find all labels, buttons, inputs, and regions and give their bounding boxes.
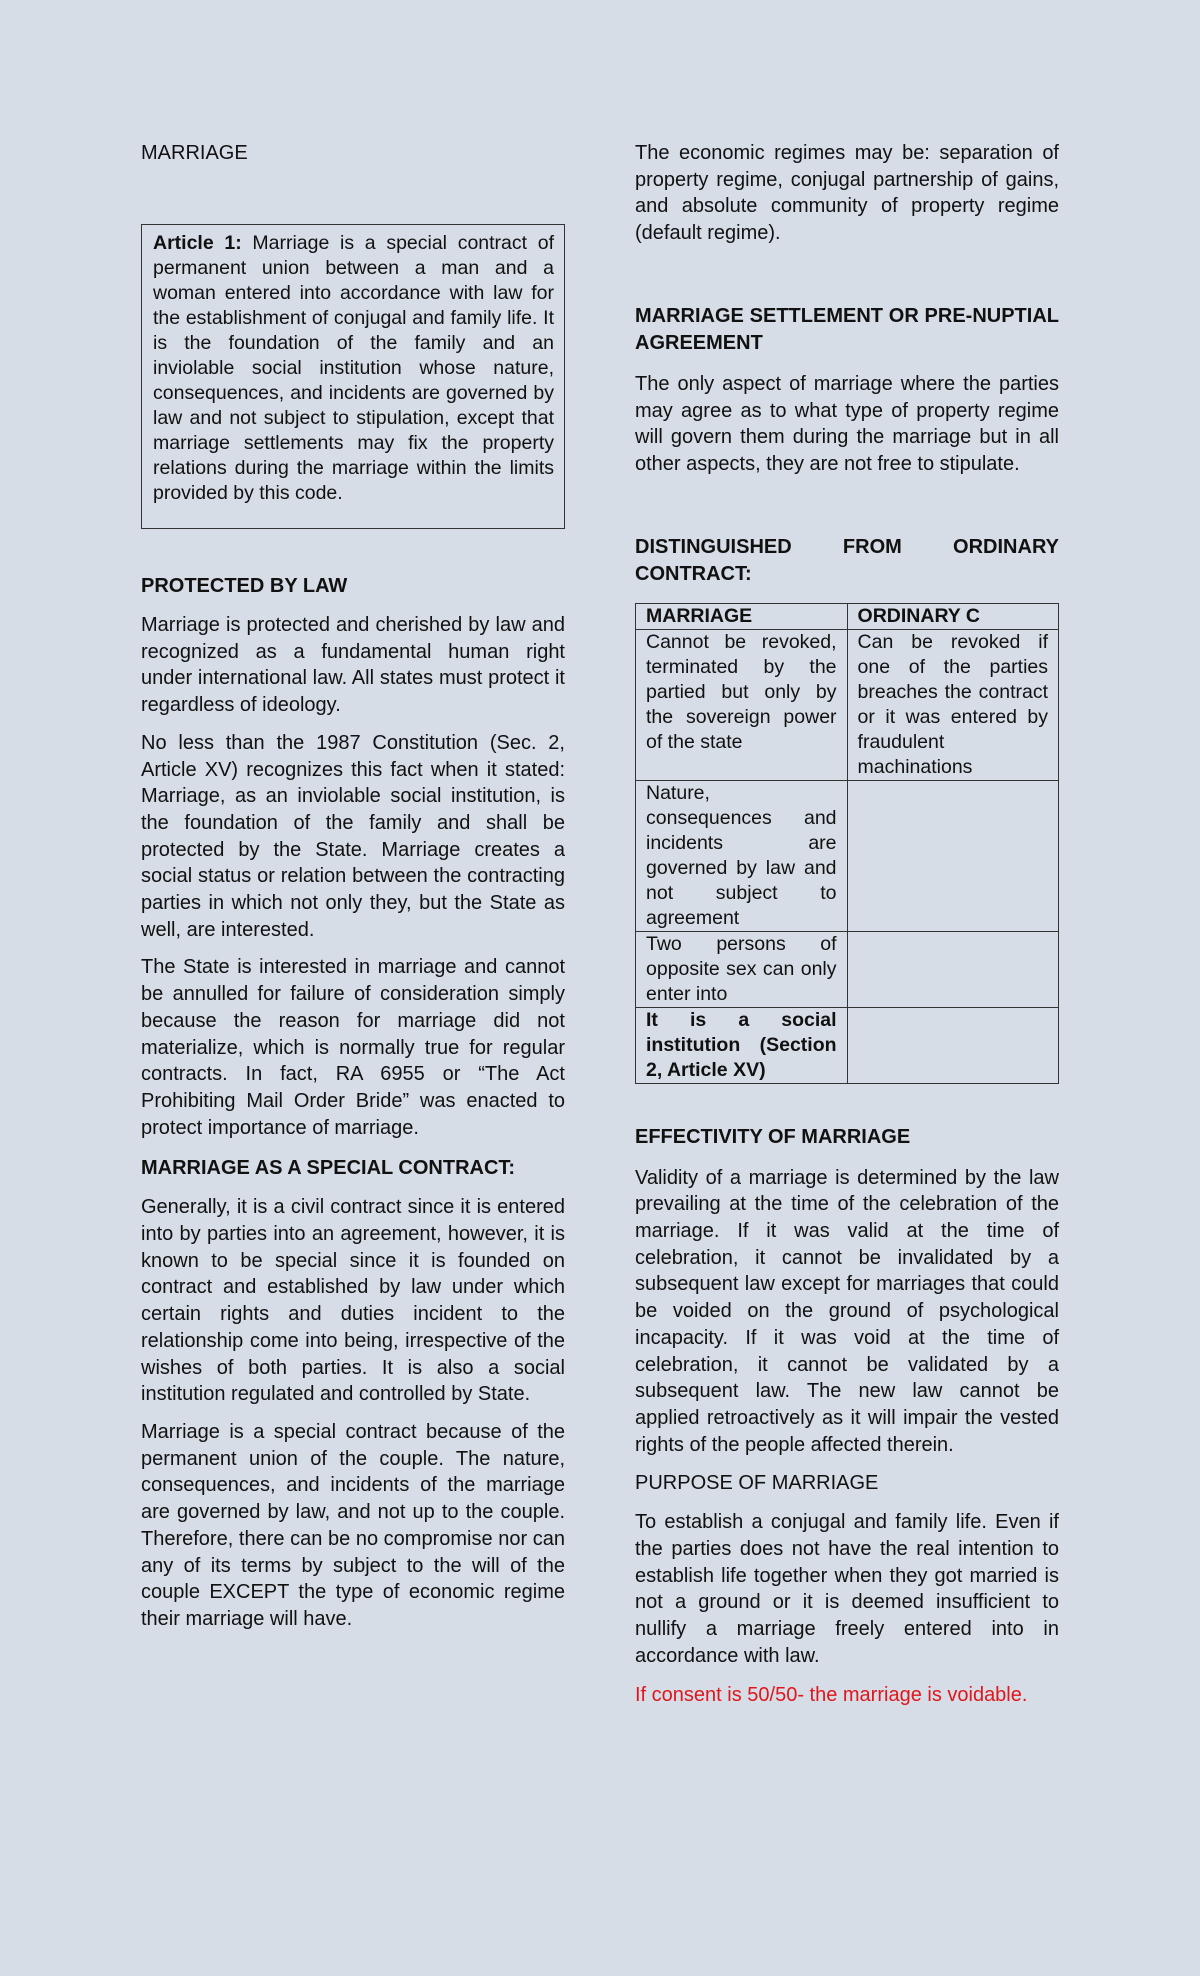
- table-cell: Can be revoked if one of the parties breaches the contract or it was entered by fraudulent machinations: [847, 629, 1058, 780]
- table-row: [636, 931, 1059, 1007]
- table-cell: Nature, consequences and incidents are governed by law and not subject to agreement: [636, 780, 848, 931]
- table-row: [636, 780, 1059, 931]
- table-cell: Cannot be revoked, terminated by the partied but only by the sovereign power of the state: [636, 629, 848, 780]
- table-row: [636, 629, 1059, 780]
- special-contract-paragraph-2: Marriage is a special contract because of the permanent union of the couple. The nature, consequences, and incidents of the marriage are governed by law, and not up to the couple. Therefore, there can be no compromise nor can any of its terms by subject to the will of the couple EXCEPT the type of economic regime their marriage will have.: [141, 1420, 565, 1630]
- table-cell: Two persons of opposite sex can only enter into: [636, 931, 848, 1007]
- document-title: MARRIAGE: [141, 142, 248, 164]
- table-cell: It is a social institution (Section 2, Article XV): [636, 1007, 848, 1083]
- comparison-table: [635, 603, 1059, 1084]
- table-cell: [847, 931, 1058, 1007]
- special-contract-paragraph-1: Generally, it is a civil contract since it is entered into by parties into an agreement, however, it is known to be special since it is founded on contract and established by law under which certain rights and duties incident to the relationship come into being, irrespective of the wishes of both parties. It is also a social institution regulated and controlled by State.: [141, 1196, 565, 1406]
- effectivity-paragraph: Validity of a marriage is determined by the law prevailing at the time of the celebration of the marriage. If it was valid at the time of celebration, it cannot be invalidated by a subsequent law except for marriages that could be voided on the ground of psychological incapacity. If it was void at the time of celebration, it cannot be validated by a subsequent law. The new law cannot be applied retroactively as it will impair the vested rights of the people affected therein.: [635, 1166, 1059, 1456]
- protected-paragraph-3: The State is interested in marriage and cannot be annulled for failure of consideration simply because the reason for marriage did not materialize, which is normally true for regular contracts. In fact, RA 6955 or “The Act Prohibiting Mail Order Bride” was enacted to protect importance of marriage.: [141, 956, 565, 1139]
- right-column: [635, 140, 1059, 1709]
- purpose-heading: PURPOSE OF MARRIAGE: [635, 1472, 879, 1495]
- effectivity-heading: EFFECTIVITY OF MARRIAGE: [635, 1125, 911, 1148]
- article-1-box: [141, 224, 565, 529]
- special-contract-heading: MARRIAGE AS A SPECIAL CONTRACT:: [141, 1157, 516, 1180]
- table-cell: [847, 1007, 1058, 1083]
- left-column: [141, 140, 565, 1644]
- voidable-note: If consent is 50/50- the marriage is voidable.: [635, 1683, 1028, 1706]
- marriage-settlement-heading: MARRIAGE SETTLEMENT OR PRE-NUPTIAL AGREEMENT: [635, 304, 1059, 354]
- marriage-settlement-paragraph: The only aspect of marriage where the parties may agree as to what type of property regime will govern them during the marriage but in all other aspects, they are not free to stipulate.: [635, 372, 1059, 475]
- table-cell: [847, 780, 1058, 931]
- distinguished-heading: DISTINGUISHED FROM ORDINARY CONTRACT:: [635, 535, 1059, 585]
- table-header-ordinary: ORDINARY C: [847, 603, 1058, 629]
- table-header-marriage: MARRIAGE: [636, 603, 848, 629]
- purpose-paragraph: To establish a conjugal and family life. Even if the parties does not have the real intention to establish life together when they got married is not a ground or it is deemed insufficient to nullify a marriage freely entered into in accordance with law.: [635, 1511, 1059, 1667]
- table-header-row: [636, 603, 1059, 629]
- article-1-label: Article 1:: [153, 232, 242, 254]
- protected-paragraph-1: Marriage is protected and cherished by law and recognized as a fundamental human right under international law. All states must protect it regardless of ideology.: [141, 614, 565, 717]
- table-row: [636, 1007, 1059, 1083]
- protected-by-law-heading: PROTECTED BY LAW: [141, 575, 348, 597]
- protected-paragraph-2: No less than the 1987 Constitution (Sec. 2, Article XV) recognizes this fact when it stated: Marriage, as an inviolable social institution, is the foundation of the family and shall be protected by the State. Marriage creates a social status or relation between the contracting parties in which not only they, but the State as well, are interested.: [141, 731, 565, 941]
- economic-regimes-paragraph: The economic regimes may be: separation of property regime, conjugal partnership of gains, and absolute community of property regime (default regime).: [635, 142, 1059, 245]
- article-1-text: Marriage is a special contract of permanent union between a man and a woman entered into accordance with law for the establishment of conjugal and family life. It is the foundation of the family and an inviolable social institution whose nature, consequences, and incidents are governed by law and not subject to stipulation, except that marriage settlements may fix the property relations during the marriage within the limits provided by this code.: [153, 232, 555, 504]
